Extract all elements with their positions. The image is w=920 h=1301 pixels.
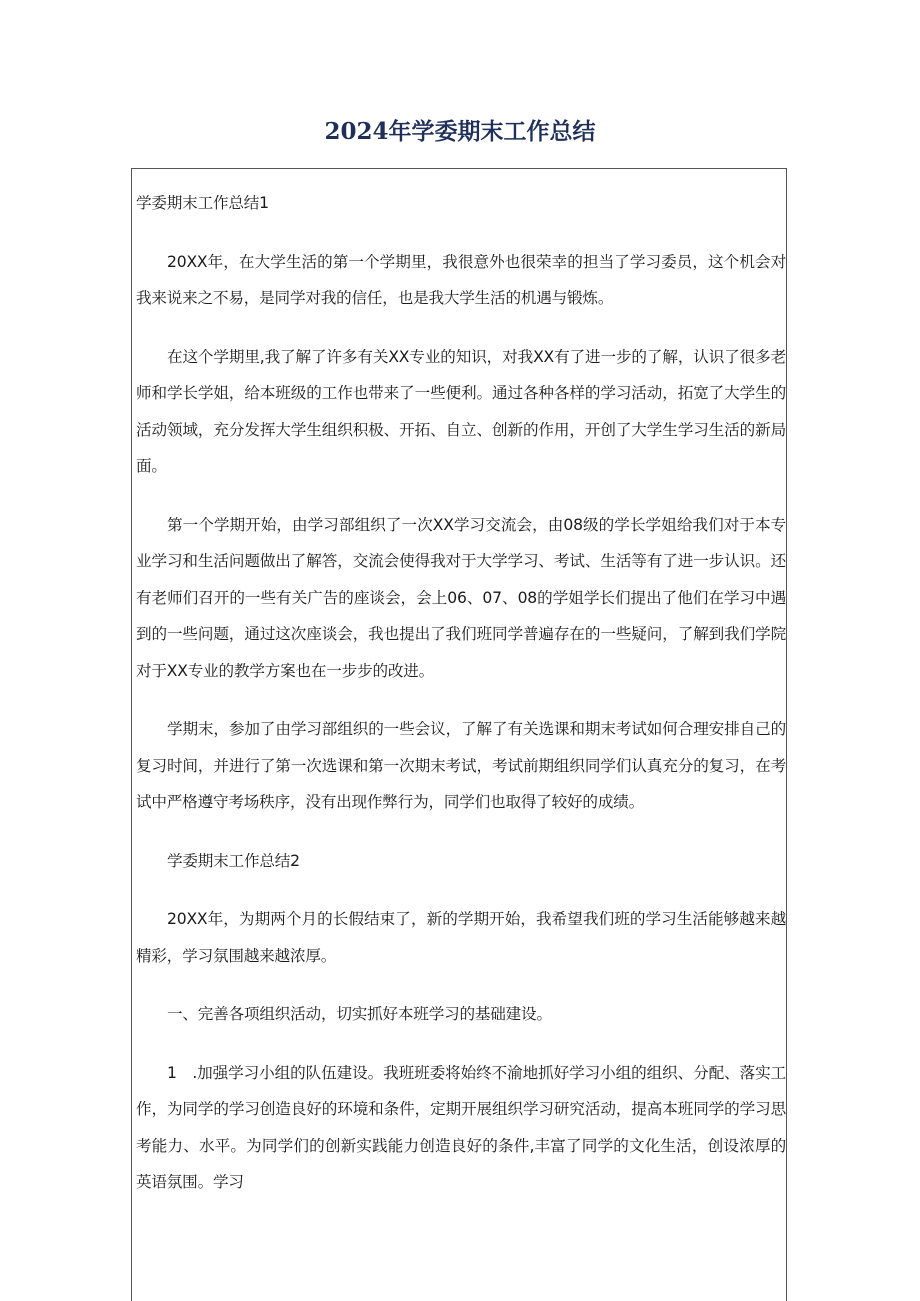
paragraph: 一、完善各项组织活动，切实抓好本班学习的基础建设。 — [167, 1005, 552, 1023]
paragraph: 20XX年，在大学生活的第一个学期里，我很意外也很荣幸的担当了学习委员，这个机会对我来说来之不易，是同学对我的信任，也是我大学生活的机遇与锻炼。 — [136, 252, 786, 307]
paragraph: 1 .加强学习小组的队伍建设。我班班委将始终不渝地抓好学习小组的组织、分配、落实工作，为同学的学习创造良好的环境和条件，定期开展组织学习研究活动，提高本班同学的学习思考能力、水平。为同学们的创新实践能力创造良好的条件,丰富了同学的文化生活，创设浓厚的英语氛围。学习 — [136, 1063, 786, 1191]
document-title: 2024年学委期末工作总结 — [324, 118, 596, 145]
paragraph: 20XX年，为期两个月的长假结束了，新的学期开始，我希望我们班的学习生活能够越来越精彩，学习氛围越来越浓厚。 — [136, 910, 786, 965]
document-body — [136, 185, 786, 1223]
section-heading-1: 学委期末工作总结1 — [136, 194, 269, 212]
paragraph: 学期末，参加了由学习部组织的一些会议，了解了有关选课和期末考试如何合理安排自己的复习时间，并进行了第一次选课和第一次期末考试，考试前期组织同学们认真充分的复习，在考试中严格遵守考场秩序，没有出现作弊行为，同学们也取得了较好的成绩。 — [136, 720, 786, 811]
paragraph: 第一个学期开始，由学习部组织了一次XX学习交流会，由08级的学长学姐给我们对于本专业学习和生活问题做出了解答，交流会使得我对于大学学习、考试、生活等有了进一步认识。还有老师们召开的一些有关广告的座谈会，会上06、07、08的学姐学长们提出了他们在学习中遇到的一些问题，通过这次座谈会，我也提出了我们班同学普遍存在的一些疑问，了解到我们学院对于XX专业的教学方案也在一步步的改进。 — [136, 515, 786, 680]
paragraph: 在这个学期里,我了解了许多有关XX专业的知识，对我XX有了进一步的了解，认识了很多老师和学长学姐，给本班级的工作也带来了一些便利。通过各种各样的学习活动，拓宽了大学生的活动领域，充分发挥大学生组织积极、开拓、自立、创新的作用，开创了大学生学习生活的新局面。 — [136, 347, 786, 475]
section-heading-2: 学委期末工作总结2 — [167, 851, 300, 870]
